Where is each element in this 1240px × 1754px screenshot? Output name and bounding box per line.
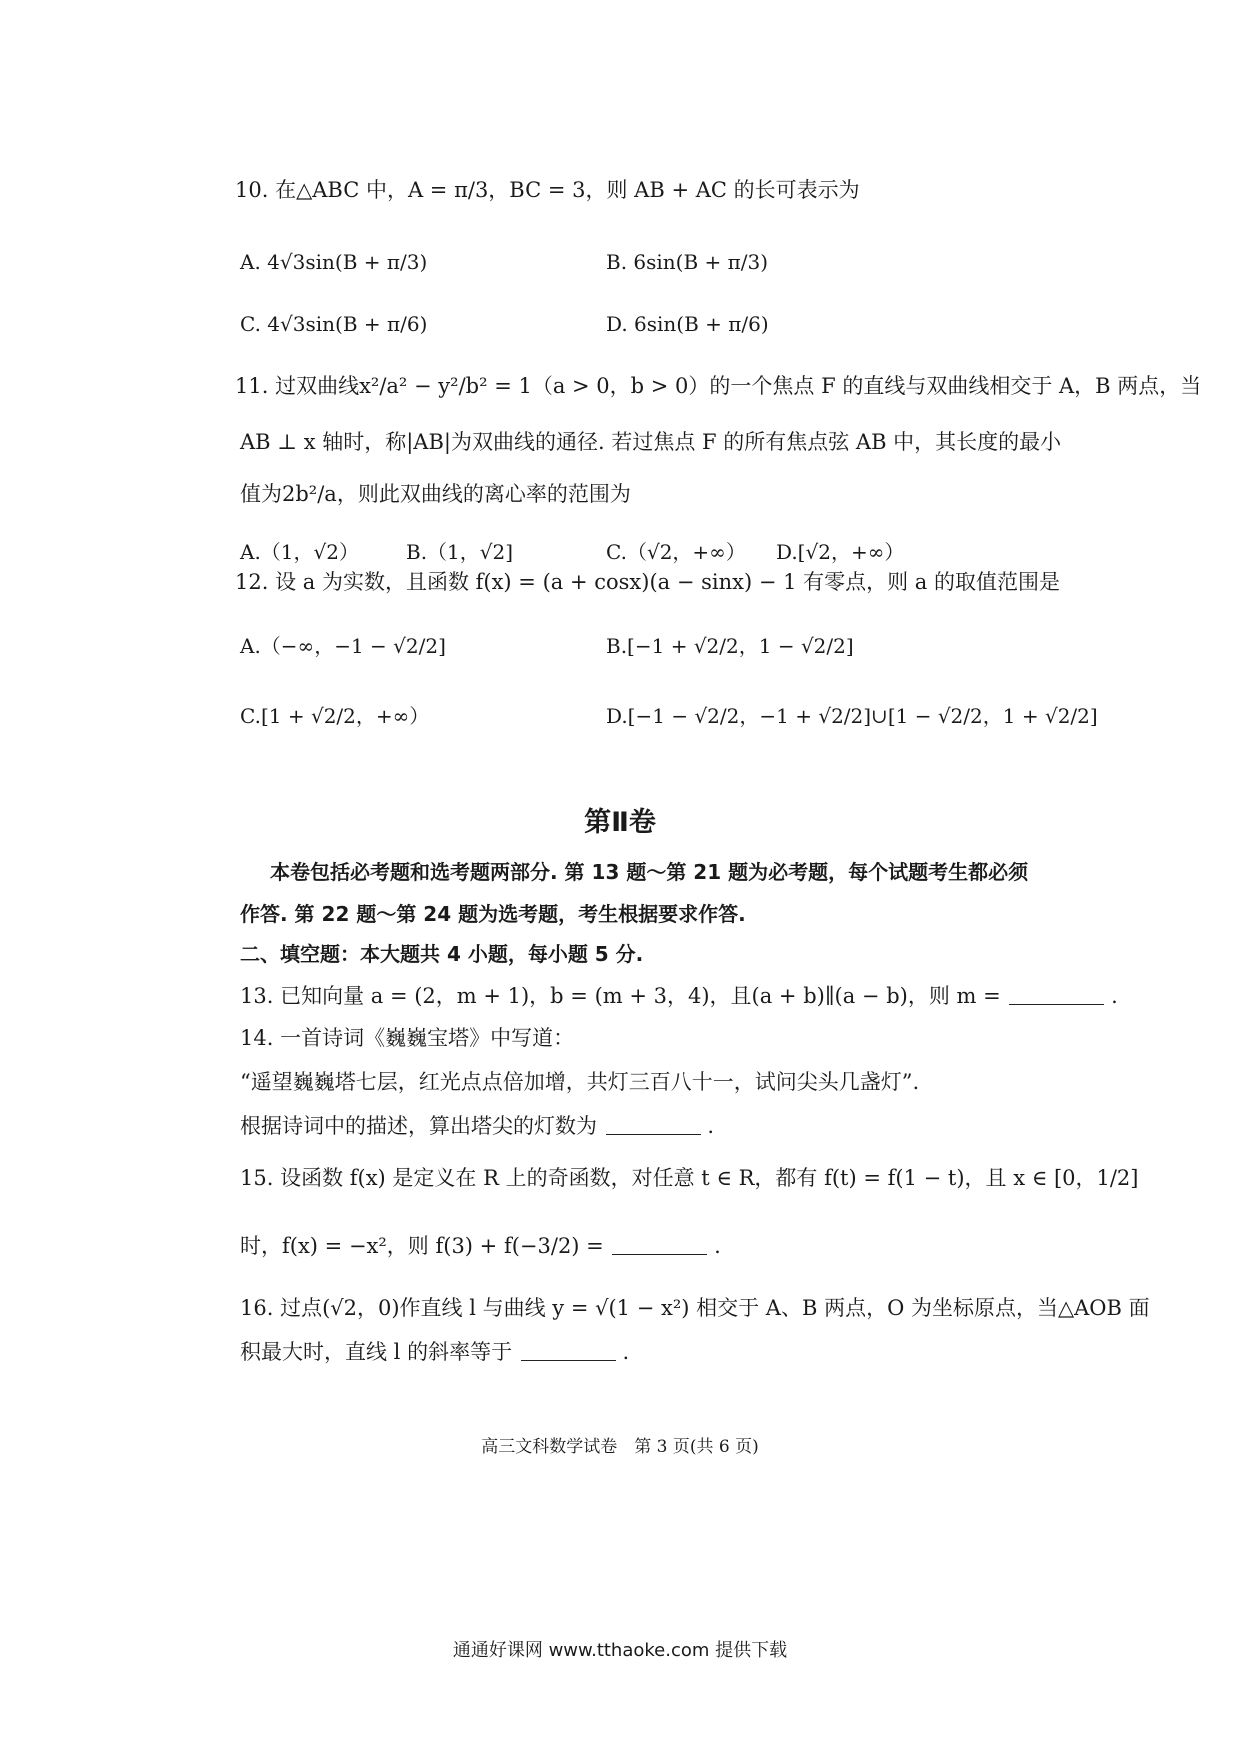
q16-answer-blank[interactable] bbox=[521, 1342, 616, 1361]
q14-line-3 bbox=[240, 1114, 714, 1139]
q11-line-1: 11. 过双曲线x²/a² − y²/b² = 1（a > 0，b > 0）的一个焦点 F 的直线与双曲线相交于 A，B 两点，当 bbox=[235, 374, 1202, 398]
page-footer: 高三文科数学试卷 第 3 页(共 6 页) bbox=[481, 1437, 759, 1457]
q10-option-a: A. 4√3sin(B + π/3) bbox=[240, 250, 428, 274]
q15-period: . bbox=[714, 1234, 721, 1258]
section-2-intro-line-2: 作答. 第 22 题～第 24 题为选考题，考生根据要求作答. bbox=[240, 902, 746, 926]
q15-line-1: 15. 设函数 f(x) 是定义在 R 上的奇函数，对任意 t ∈ R，都有 f(t) = f(1 − t)，且 x ∈ [0，1/2] bbox=[240, 1166, 1139, 1190]
q15-line-2 bbox=[240, 1234, 721, 1259]
q14-period: . bbox=[707, 1114, 715, 1138]
q15-prompt: 时，f(x) = −x²，则 f(3) + f(−3/2) = bbox=[240, 1234, 604, 1258]
q12-option-a: A.（−∞，−1 − √2/2] bbox=[240, 634, 446, 658]
q14-line-1: 14. 一首诗词《巍巍宝塔》中写道： bbox=[240, 1026, 575, 1050]
q13-text: 13. 已知向量 a = (2，m + 1)，b = (m + 3，4)，且(a + b)∥(a − b)，则 m = bbox=[240, 984, 1001, 1008]
q13-line bbox=[240, 984, 1118, 1009]
q10-stem: 10. 在△ABC 中，A = π/3，BC = 3，则 AB + AC 的长可表示为 bbox=[235, 178, 860, 202]
q12-option-b: B.[−1 + √2/2，1 − √2/2] bbox=[606, 634, 854, 658]
q11-option-b: B.（1，√2] bbox=[406, 540, 514, 564]
q14-prompt: 根据诗词中的描述，算出塔尖的灯数为 bbox=[240, 1114, 597, 1138]
fill-in-heading: 二、填空题：本大题共 4 小题，每小题 5 分. bbox=[240, 942, 644, 966]
q13-answer-blank[interactable] bbox=[1009, 986, 1104, 1005]
q15-answer-blank[interactable] bbox=[612, 1236, 707, 1255]
q11-line-2: AB ⊥ x 轴时，称|AB|为双曲线的通径. 若过焦点 F 的所有焦点弦 AB 中，其长度的最小 bbox=[240, 430, 1062, 454]
q13-period: . bbox=[1111, 984, 1118, 1008]
q10-option-d: D. 6sin(B + π/6) bbox=[606, 312, 769, 336]
q10-option-b: B. 6sin(B + π/3) bbox=[606, 250, 769, 274]
q16-prompt: 积最大时，直线 l 的斜率等于 bbox=[240, 1340, 513, 1364]
q11-option-c: C.（√2，+∞） bbox=[606, 540, 746, 564]
q12-stem: 12. 设 a 为实数，且函数 f(x) = (a + cosx)(a − sinx) − 1 有零点，则 a 的取值范围是 bbox=[235, 570, 1061, 594]
q11-option-a: A.（1，√2） bbox=[240, 540, 359, 564]
q16-line-2 bbox=[240, 1340, 629, 1365]
section-2-title: 第Ⅱ卷 bbox=[584, 807, 656, 838]
section-2-intro-line-1: 本卷包括必考题和选考题两部分. 第 13 题～第 21 题为必考题，每个试题考生都必须 bbox=[270, 860, 1029, 884]
q14-line-2: “遥望巍巍塔七层，红光点点倍加增，共灯三百八十一，试问尖头几盏灯”. bbox=[240, 1070, 920, 1094]
q12-option-c: C.[1 + √2/2，+∞） bbox=[240, 704, 430, 728]
q14-answer-blank[interactable] bbox=[606, 1116, 701, 1135]
q11-line-3: 值为2b²/a，则此双曲线的离心率的范围为 bbox=[240, 482, 631, 506]
q16-period: . bbox=[622, 1340, 630, 1364]
download-source-line: 通通好课网 www.tthaoke.com 提供下载 bbox=[452, 1640, 788, 1661]
q16-line-1: 16. 过点(√2，0)作直线 l 与曲线 y = √(1 − x²) 相交于 A、B 两点，O 为坐标原点，当△AOB 面 bbox=[240, 1296, 1150, 1320]
q10-option-c: C. 4√3sin(B + π/6) bbox=[240, 312, 428, 336]
q11-option-d: D.[√2，+∞） bbox=[776, 540, 905, 564]
q12-option-d: D.[−1 − √2/2，−1 + √2/2]∪[1 − √2/2，1 + √2/2] bbox=[606, 704, 1098, 728]
